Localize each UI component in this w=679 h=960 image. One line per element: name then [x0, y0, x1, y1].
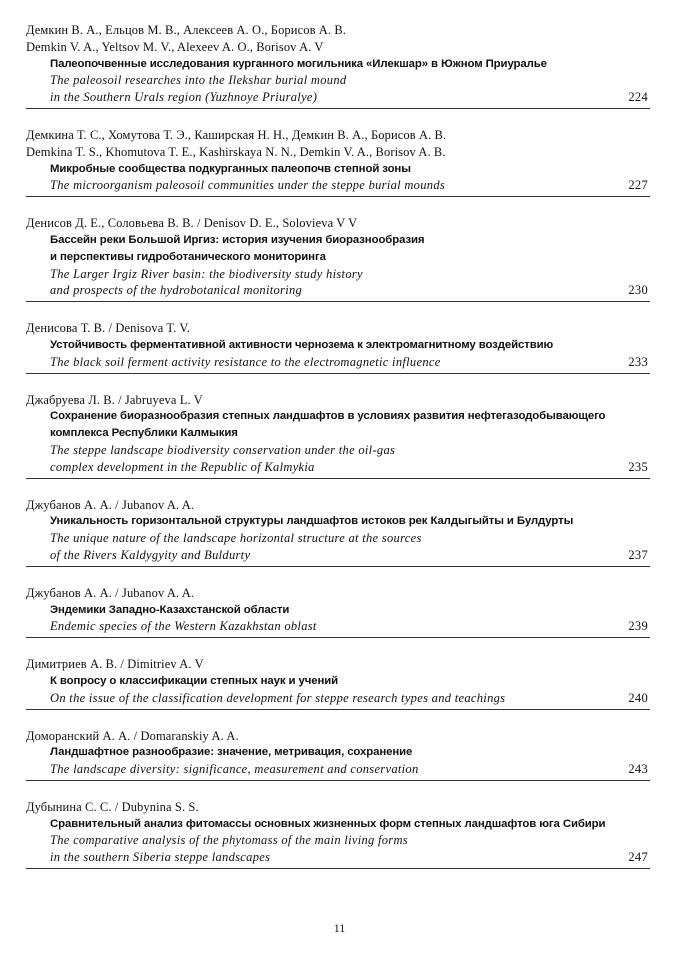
toc-entry: [26, 799, 650, 869]
entry-authors: Димитриев А. В. / Dimitriev A. V: [26, 657, 204, 672]
entry-page-number: 235: [628, 459, 648, 474]
entry-english-title: [26, 282, 650, 299]
entry-authors: Demkin V. A., Yeltsov M. V., Alexeev A. O., Borisov A. V: [26, 39, 324, 54]
entry-english-title: The comparative analysis of the phytomass of the main living forms: [50, 833, 408, 848]
entry-title: комплекса Республики Калмыкия: [50, 427, 238, 440]
entry-page-number: 247: [628, 850, 648, 865]
entry-authors: Денисов Д. Е., Соловьева В. В. / Denisov D. E., Solovieva V V: [26, 216, 358, 231]
entry-authors: Джабруева Л. В. / Jabruyeva L. V: [26, 392, 203, 407]
entry-english-title: [26, 547, 650, 564]
entry-english-title: [26, 177, 650, 194]
entry-english-title-text: in the Southern Urals region (Yuzhnoye Priuralye): [50, 90, 318, 105]
entry-english-title: The Larger Irgiz River basin: the biodiversity study history: [50, 266, 363, 281]
entry-authors: Дубынина С. С. / Dubynina S. S.: [26, 799, 199, 814]
entry-title: Ландшафтное разнообразие: значение, метривация, сохранение: [50, 746, 413, 759]
entry-authors: Денисова Т. В. / Denisova T. V.: [26, 321, 191, 336]
entry-title: Уникальность горизонтальной структуры ландшафтов истоков рек Калдыгыйты и Булдурты: [50, 515, 574, 528]
entry-authors: Демкина Т. С., Хомутова Т. Э., Каширская Н. Н., Демкин В. А., Борисов А. В.: [26, 127, 447, 142]
entry-english-title: The paleosoil researches into the Ilekshar burial mound: [50, 73, 347, 88]
entry-english-title: [26, 761, 650, 778]
entry-english-title-text: of the Rivers Kaldygyity and Buldurty: [50, 547, 251, 562]
toc-entry: [26, 728, 650, 781]
entry-title: Устойчивость ферментативной активности чернозема к электромагнитному воздействию: [50, 338, 554, 351]
entry-page-number: 224: [628, 90, 648, 105]
entry-page-number: 237: [628, 547, 648, 562]
toc-entry: [26, 22, 650, 109]
entry-authors: Джубанов А. А. / Jubanov A. A.: [26, 497, 195, 512]
entry-title: Сравнительный анализ фитомассы основных жизненных форм степных ландшафтов юга Сибири: [50, 817, 606, 830]
entry-english-title-text: complex development in the Republic of Kalmykia: [50, 459, 315, 474]
entry-title: Микробные сообщества подкурганных палеопочв степной зоны: [50, 162, 411, 175]
entry-title: и перспективы гидроботанического мониторинга: [50, 250, 326, 263]
toc-entry: [26, 497, 650, 567]
entry-english-title-text: The black soil ferment activity resistance to the electromagnetic influence: [50, 354, 441, 369]
entry-english-title-text: The landscape diversity: significance, measurement and conservation: [50, 762, 419, 777]
entry-page-number: 243: [628, 762, 648, 777]
entry-authors: Демкин В. А., Ельцов М. В., Алексеев А. О., Борисов А. В.: [26, 23, 347, 37]
entry-title: Палеопочвенные исследования курганного могильника «Илекшар» в Южном Приуралье: [50, 57, 547, 70]
toc-entry: [26, 127, 650, 197]
toc-entry: [26, 215, 650, 302]
entry-title: К вопросу о классификации степных наук и учений: [50, 674, 339, 687]
entry-english-title-text: The microorganism paleosoil communities under the steppe burial mounds: [50, 178, 446, 193]
entry-page-number: 239: [628, 619, 648, 634]
entry-english-title: The unique nature of the landscape horizontal structure at the sources: [50, 531, 422, 546]
entry-title: Эндемики Западно-Казахстанской области: [50, 603, 290, 616]
entry-english-title-text: in the southern Siberia steppe landscapes: [50, 850, 271, 865]
toc-entry: [26, 656, 650, 709]
entry-authors: Доморанский А. А. / Domaranskiy A. A.: [26, 728, 239, 743]
entry-page-number: 240: [628, 690, 648, 705]
entry-english-title: [26, 849, 650, 866]
entry-page-number: 233: [628, 354, 648, 369]
entry-english-title: [26, 459, 650, 476]
toc-entry: [26, 585, 650, 638]
toc-entry: [26, 320, 650, 373]
entry-page-number: 227: [628, 178, 648, 193]
entry-english-title: [26, 89, 650, 106]
entry-english-title-text: On the issue of the classification development for steppe research types and teachings: [50, 690, 506, 705]
entry-page-number: 230: [628, 283, 648, 298]
page-number: 11: [333, 921, 346, 935]
entry-english-title: [26, 354, 650, 371]
entry-authors: Demkina T. S., Khomutova T. E., Kashirskaya N. N., Demkin V. A., Borisov A. B.: [26, 144, 446, 159]
table-of-contents: [26, 22, 650, 887]
entry-title: Бассейн реки Большой Иргиз: история изучения биоразнообразия: [50, 233, 425, 246]
entry-title: Сохранение биоразнообразия степных ландшафтов в условиях развития нефтегазодобывающего: [50, 410, 606, 423]
entry-english-title-text: Endemic species of the Western Kazakhstan oblast: [50, 619, 317, 634]
entry-authors: Джубанов А. А. / Jubanov A. A.: [26, 585, 195, 600]
entry-english-title-text: and prospects of the hydrobotanical monitoring: [50, 283, 303, 298]
entry-english-title: [26, 618, 650, 635]
entry-english-title: [26, 690, 650, 707]
toc-entry: [26, 392, 650, 479]
entry-english-title: The steppe landscape biodiversity conservation under the oil-gas: [50, 442, 396, 457]
